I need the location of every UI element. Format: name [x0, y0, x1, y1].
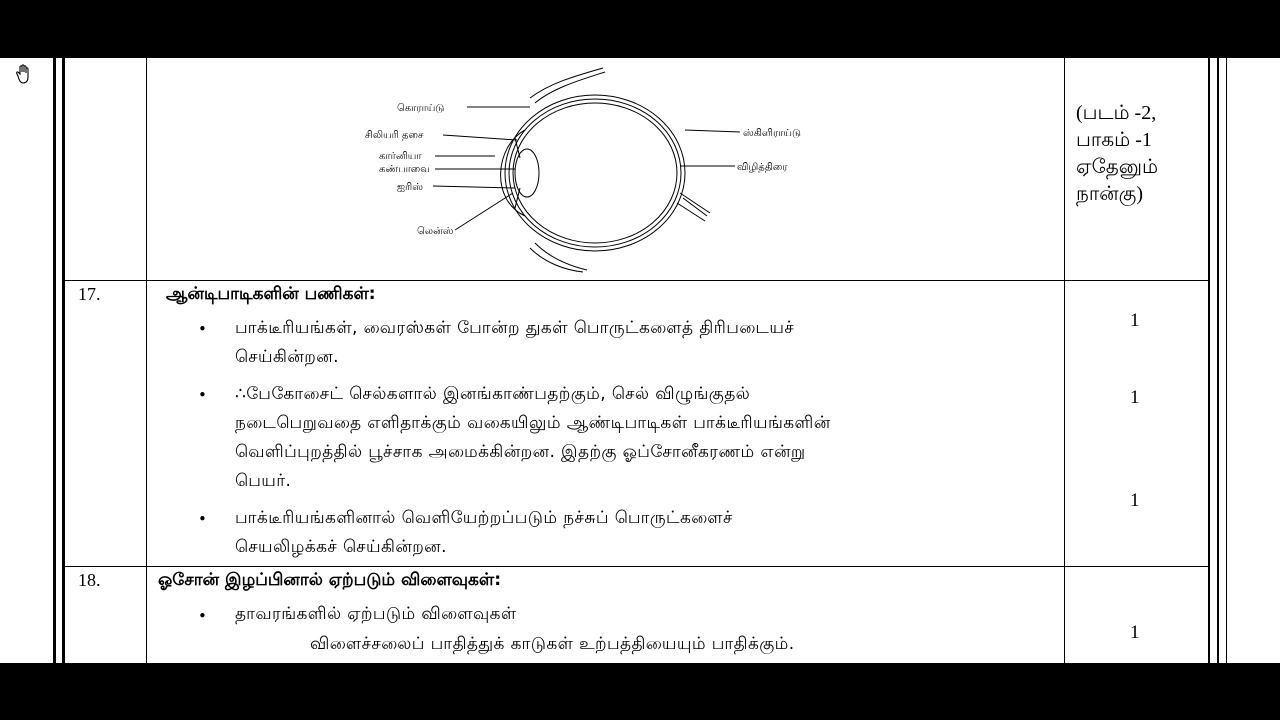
label-sclera: ஸ்கிளிராய்டு	[743, 128, 801, 139]
eye-diagram	[355, 58, 835, 280]
table-border-right-outer	[1217, 58, 1219, 663]
table-border-left-outer	[53, 58, 56, 663]
hand-cursor-icon	[14, 64, 34, 86]
question-18-heading: ஓசோன் இழப்பினால் ஏற்படும் விளைவுகள்:	[158, 570, 502, 590]
q17-item-1	[235, 314, 794, 372]
note-line: (படம் -2,	[1076, 102, 1157, 124]
label-retina: விழித்திரை	[737, 162, 788, 173]
label-cornea: கார்னியா	[379, 151, 422, 162]
text-line: செயலிழக்கச் செய்கின்றன.	[235, 537, 447, 557]
q17-item-3	[235, 504, 733, 562]
q17-mark-1: 1	[1130, 310, 1140, 331]
diagram-marks-note	[1076, 100, 1158, 208]
eyeball-middle	[509, 99, 681, 247]
bullet-icon: •	[198, 320, 207, 338]
label-choroid: கொராய்டு	[397, 103, 445, 114]
label-lens: லென்ஸ்	[417, 226, 454, 237]
bullet-icon: •	[198, 510, 207, 528]
text-line: ∴பேகோசைட் செல்களால் இனங்காண்பதற்கும், செல் விழுங்குதல்	[235, 384, 751, 404]
eyeball-outer	[505, 95, 685, 251]
note-line: பாகம் -1	[1076, 129, 1152, 151]
text-line: நடைபெறுவதை எளிதாக்கும் வகையிலும் ஆண்டிபாடிகள் பாக்டீரியங்களின்	[235, 413, 831, 433]
label-pupil: கண்பாவை	[379, 164, 430, 175]
label-ciliary: சிலியரி தசை	[365, 130, 424, 141]
q17-mark-2: 1	[1130, 387, 1140, 408]
question-17-heading: ஆன்டிபாடிகளின் பணிகள்:	[166, 284, 376, 304]
question-number-18: 18.	[78, 570, 101, 590]
text-line: பாக்டீரியங்கள், வைரஸ்கள் போன்ற துகள் பொருட்களைத் திரிபடையச்	[235, 318, 795, 338]
bullet-icon: •	[198, 386, 207, 404]
q18-mark-1: 1	[1130, 622, 1140, 643]
table-border-right-inner	[1208, 58, 1210, 663]
q18-item-1-detail: விளைச்சலைப் பாதித்துக் காடுகள் உற்பத்தியையும் பாதிக்கும்.	[310, 634, 795, 654]
document-page	[0, 58, 1280, 663]
page-edge-right	[1226, 58, 1227, 663]
row-separator-16-17	[65, 280, 1208, 281]
question-number-17: 17.	[78, 284, 101, 304]
table-column-divider-2	[1064, 58, 1065, 663]
text-line: வெளிப்புறத்தில் பூச்சாக அமைக்கின்றன. இதற்கு ஓப்சோனீகரணம் என்று	[235, 442, 806, 462]
lens-shape	[515, 149, 539, 197]
text-line: பாக்டீரியங்களினால் வெளியேற்றப்படும் நச்சுப் பொருட்களைச்	[235, 508, 733, 528]
eyeball-inner	[513, 103, 677, 243]
table-border-left-inner	[62, 58, 65, 663]
table-column-divider-1	[146, 58, 147, 663]
row-separator-17-18	[65, 566, 1208, 567]
q18-item-1: தாவரங்களில் ஏற்படும் விளைவுகள்	[235, 604, 517, 624]
note-line: நான்கு)	[1076, 183, 1143, 205]
text-line: செய்கின்றன.	[235, 347, 339, 367]
text-line: பெயர்.	[235, 471, 292, 491]
note-line: ஏதேனும்	[1076, 156, 1159, 178]
q17-mark-3: 1	[1130, 490, 1140, 511]
label-iris: ஐரிஸ்	[397, 182, 423, 193]
bullet-icon: •	[198, 607, 207, 625]
q17-item-2	[235, 380, 831, 496]
